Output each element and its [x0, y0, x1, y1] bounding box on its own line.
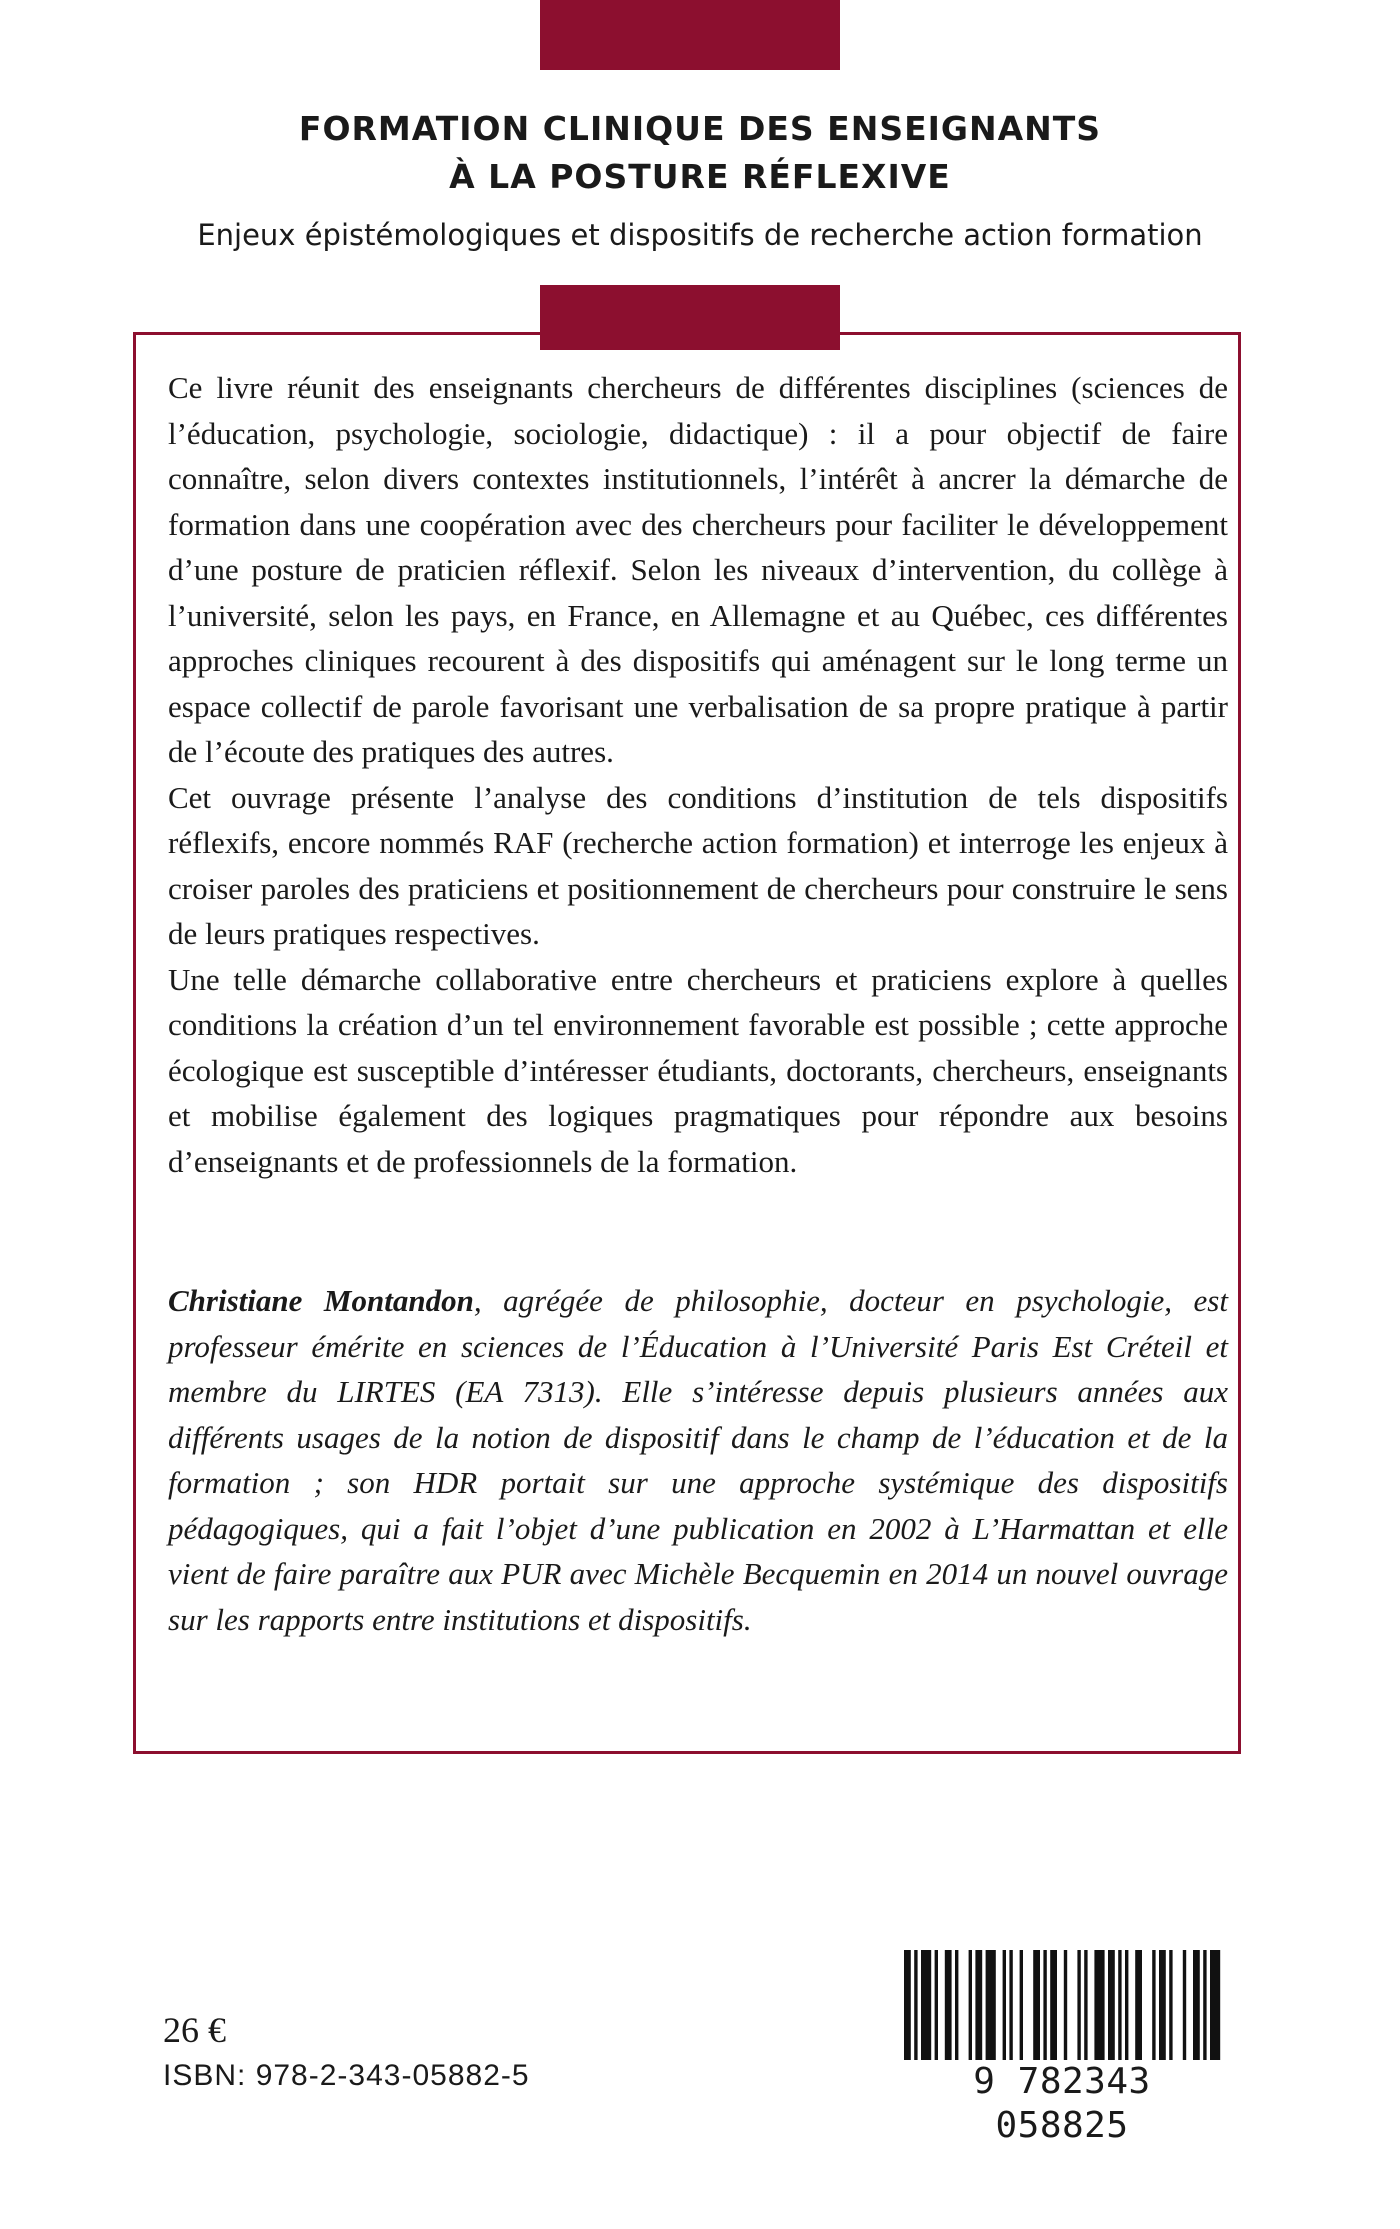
author-bio	[168, 1278, 1228, 1642]
summary-text	[168, 365, 1228, 1184]
barcode-bar	[1125, 1950, 1128, 2062]
barcode-bar	[1135, 1950, 1142, 2062]
barcode-bar	[1084, 1950, 1087, 2062]
title-line-1: FORMATION CLINIQUE DES ENSEIGNANTS	[298, 109, 1102, 148]
barcode-bar	[945, 1950, 952, 2062]
barcode-bar	[1033, 1950, 1040, 2062]
barcode-graphic	[902, 1950, 1222, 2062]
barcode-bar	[1203, 1950, 1206, 2062]
top-accent-band	[540, 0, 840, 70]
barcode-bar	[1077, 1950, 1080, 2062]
barcode-digits: 9 782343 058825	[902, 2060, 1222, 2148]
barcode-bar	[1159, 1950, 1166, 2062]
barcode-bar	[1108, 1950, 1115, 2062]
barcode-bar	[904, 1950, 911, 2062]
barcode-bar	[1009, 1950, 1012, 2062]
barcode-bar	[1043, 1950, 1046, 2062]
author-name: Christiane Montandon	[168, 1283, 474, 1318]
barcode-bar	[1020, 1950, 1023, 2062]
barcode-bar	[1183, 1950, 1186, 2062]
barcode-bar	[921, 1950, 931, 2062]
barcode-bar	[986, 1950, 996, 2062]
price-label: 26 €	[163, 2010, 226, 2050]
barcode-bar	[1210, 1950, 1220, 2062]
barcode-bar	[1064, 1950, 1067, 2062]
isbn-label: ISBN: 978-2-343-05882-5	[163, 2059, 530, 2092]
summary-paragraph-2: Cet ouvrage présente l’analyse des conditions d’institution de tels dispositifs réflexifs, encore nommés RAF (recherche action formation) et interroge les enjeux à croiser paroles des praticiens et positionnement de chercheurs pour construire le sens de leurs pratiques respectives.	[168, 779, 1228, 951]
barcode-bar	[914, 1950, 917, 2062]
author-bio-text: , agrégée de philosophie, docteur en psychologie, est professeur émérite en sciences de l’Éducation à l’Université Paris Est Créteil et membre du LIRTES (EA 7313). Elle s’intéresse depuis plusieurs années aux différents usages de la notion de dispositif dans le champ de l’éducation et de la formation ; son HDR portait sur une approche systémique des dispositifs pédagogiques, qui a fait l’objet d’une publication en 2002 à L’Harmattan et elle vient de faire paraître aux PUR avec Michèle Becquemin en 2014 un nouvel ouvrage sur les rapports entre institutions et dispositifs.	[168, 1283, 1228, 1637]
book-title	[0, 105, 1400, 201]
book-subtitle: Enjeux épistémologiques et dispositifs de recherche action formation	[197, 218, 1203, 252]
summary-paragraph-3: Une telle démarche collaborative entre chercheurs et praticiens explore à quelles conditions la création d’un tel environnement favorable est possible ; cette approche écologique est susceptible d’intéresser étudiants, doctorants, chercheurs, enseignants et mobilise également des logiques pragmatiques pour répondre aux besoins d’enseignants et de professionnels de la formation.	[168, 961, 1228, 1179]
barcode-bar	[1050, 1950, 1057, 2062]
middle-accent-band	[540, 285, 840, 350]
barcode-bar	[1193, 1950, 1200, 2062]
barcode-bar	[975, 1950, 982, 2062]
barcode-bar	[1152, 1950, 1155, 2062]
title-line-2: À LA POSTURE RÉFLEXIVE	[449, 157, 951, 196]
barcode-bar	[969, 1950, 972, 2062]
summary-paragraph-1: Ce livre réunit des enseignants chercheurs de différentes disciplines (sciences de l’éducation, psychologie, sociologie, didactique) : il a pour objectif de faire connaître, selon divers contextes institutionnels, l’intérêt à ancrer la démarche de formation dans une coopération avec des chercheurs pour faciliter le développement d’une posture de praticien réflexif. Selon les niveaux d’intervention, du collège à l’université, selon les pays, en France, en Allemagne et au Québec, ces différentes approches cliniques recourent à des dispositifs qui aménagent sur le long terme un espace collectif de parole favorisant une verbalisation de sa propre pratique à partir de l’écoute des pratiques des autres.	[168, 370, 1228, 769]
barcode-bar	[955, 1950, 958, 2062]
barcode-bar	[1003, 1950, 1006, 2062]
barcode-bar	[1169, 1950, 1172, 2062]
barcode-bar	[1094, 1950, 1104, 2062]
barcode-bar	[1118, 1950, 1121, 2062]
barcode-bar	[935, 1950, 938, 2062]
